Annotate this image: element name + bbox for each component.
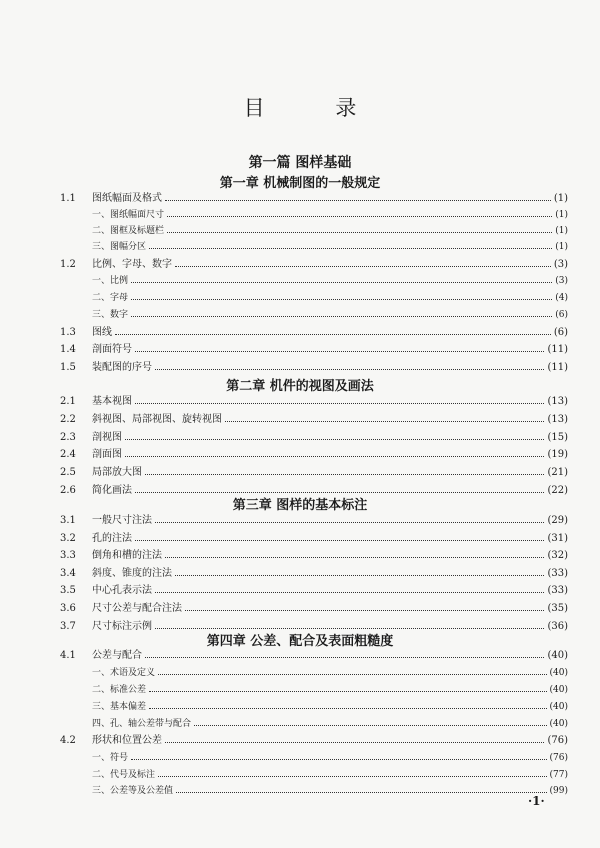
chapter-heading: 第二章 机件的视图及画法 — [226, 379, 374, 394]
chapter-heading: 第四章 公差、配合及表面粗糙度 — [206, 634, 394, 649]
entry-page: (6) — [553, 327, 568, 338]
toc-entry[interactable] — [92, 223, 568, 239]
entry-number: 1.2 — [60, 259, 76, 270]
dot-leader — [149, 708, 547, 709]
dot-leader — [165, 742, 544, 743]
entry-label: 二、图框及标题栏 — [92, 226, 165, 236]
entry-page: (22) — [547, 485, 568, 496]
entry-page: (3) — [553, 259, 568, 270]
dot-leader — [135, 540, 544, 541]
toc-entry[interactable] — [60, 601, 568, 617]
entry-label: 比例、字母、数字 — [92, 259, 172, 270]
dot-leader — [155, 369, 544, 370]
toc-entry[interactable] — [60, 342, 568, 358]
entry-number: 2.3 — [60, 432, 76, 443]
entry-page: (29) — [547, 515, 568, 526]
toc-entry[interactable] — [60, 447, 568, 463]
entry-label: 简化画法 — [92, 485, 132, 496]
dot-leader — [155, 592, 544, 593]
entry-number: 4.2 — [60, 735, 76, 746]
toc-entry[interactable] — [60, 548, 568, 564]
dot-leader — [115, 334, 551, 335]
entry-label: 斜视图、局部视图、旋转视图 — [92, 414, 222, 425]
dot-leader — [155, 628, 544, 629]
dot-leader — [165, 557, 544, 558]
dot-leader — [131, 299, 552, 300]
toc-entry[interactable] — [92, 239, 568, 255]
toc-entry[interactable] — [92, 290, 568, 306]
entry-label: 斜度、锥度的注法 — [92, 568, 172, 579]
entry-label: 三、数字 — [92, 310, 129, 320]
entry-page: (1) — [553, 193, 568, 204]
entry-label: 孔的注法 — [92, 533, 132, 544]
toc-entry[interactable] — [60, 531, 568, 547]
dot-leader — [175, 575, 544, 576]
entry-page: (31) — [547, 533, 568, 544]
toc-entry[interactable] — [60, 465, 568, 481]
entry-number: 1.3 — [60, 327, 76, 338]
toc-entry[interactable] — [92, 307, 568, 323]
entry-page: (1) — [555, 226, 568, 236]
entry-label: 局部放大图 — [92, 467, 142, 478]
dot-leader — [167, 216, 552, 217]
dot-leader — [135, 351, 544, 352]
toc-entry[interactable] — [60, 566, 568, 582]
entry-label: 基本视图 — [92, 396, 132, 407]
toc-entry[interactable] — [60, 412, 568, 428]
toc-entry[interactable] — [92, 716, 568, 732]
toc-entry[interactable] — [92, 207, 568, 223]
entry-page: (15) — [547, 432, 568, 443]
toc-entry[interactable] — [92, 682, 568, 698]
dot-leader — [145, 474, 544, 475]
entry-label: 一、图纸幅面尺寸 — [92, 210, 165, 220]
toc-entry[interactable] — [92, 273, 568, 289]
entry-number: 1.4 — [60, 344, 76, 355]
entry-number: 2.1 — [60, 396, 76, 407]
toc-entry[interactable] — [92, 699, 568, 715]
entry-label: 三、公差等及公差值 — [92, 786, 174, 796]
toc-entry[interactable] — [60, 257, 568, 273]
entry-label: 二、标准公差 — [92, 685, 147, 695]
toc-entry[interactable] — [92, 783, 568, 799]
chapter-heading: 第一章 机械制图的一般规定 — [219, 176, 381, 191]
entry-number: 3.7 — [60, 621, 76, 632]
entry-number: 3.2 — [60, 533, 76, 544]
dot-leader — [125, 439, 544, 440]
entry-label: 四、孔、轴公差带与配合 — [92, 719, 192, 729]
entry-label: 二、字母 — [92, 293, 129, 303]
toc-entry[interactable] — [92, 767, 568, 783]
entry-page: (33) — [547, 568, 568, 579]
entry-label: 公差与配合 — [92, 650, 142, 661]
entry-number: 2.5 — [60, 467, 76, 478]
entry-label: 中心孔表示法 — [92, 585, 152, 596]
entry-number: 3.4 — [60, 568, 76, 579]
entry-page: (76) — [547, 735, 568, 746]
toc-entry[interactable] — [60, 648, 568, 664]
toc-entry[interactable] — [60, 325, 568, 341]
entry-label: 二、代号及标注 — [92, 770, 156, 780]
entry-page: (40) — [547, 650, 568, 661]
toc-entry[interactable] — [60, 430, 568, 446]
entry-number: 3.3 — [60, 550, 76, 561]
entry-page: (19) — [547, 449, 568, 460]
entry-page: (3) — [555, 276, 568, 286]
entry-label: 一般尺寸注法 — [92, 515, 152, 526]
part-heading: 第一篇 图样基础 — [248, 155, 352, 171]
entry-page: (13) — [547, 414, 568, 425]
entry-label: 装配图的序号 — [92, 362, 152, 373]
entry-page: (21) — [547, 467, 568, 478]
toc-entry[interactable] — [60, 394, 568, 410]
entry-number: 2.6 — [60, 485, 76, 496]
chapter-heading: 第三章 图样的基本标注 — [232, 498, 368, 513]
entry-label: 图纸幅面及格式 — [92, 193, 162, 204]
toc-entry[interactable] — [60, 191, 568, 207]
dot-leader — [131, 282, 552, 283]
page-number: ·1· — [528, 794, 545, 808]
entry-page: (40) — [549, 685, 568, 695]
entry-page: (6) — [555, 310, 568, 320]
entry-number: 3.5 — [60, 585, 76, 596]
dot-leader — [225, 421, 544, 422]
dot-leader — [135, 403, 544, 404]
entry-label: 剖面符号 — [92, 344, 132, 355]
entry-page: (76) — [549, 753, 568, 763]
entry-page: (32) — [547, 550, 568, 561]
entry-number: 1.1 — [60, 193, 76, 204]
entry-page: (40) — [549, 668, 568, 678]
toc-entry[interactable] — [92, 665, 568, 681]
entry-label: 剖视图 — [92, 432, 122, 443]
dot-leader — [149, 248, 552, 249]
entry-number: 3.6 — [60, 603, 76, 614]
entry-page: (77) — [549, 770, 568, 780]
dot-leader — [135, 492, 544, 493]
entry-page: (40) — [549, 719, 568, 729]
dot-leader — [175, 266, 551, 267]
entry-page: (99) — [549, 786, 568, 796]
page-title: 目 录 — [243, 96, 389, 120]
dot-leader — [194, 725, 547, 726]
entry-label: 三、基本偏差 — [92, 702, 147, 712]
entry-number: 1.5 — [60, 362, 76, 373]
dot-leader — [176, 792, 547, 793]
entry-number: 4.1 — [60, 650, 76, 661]
entry-label: 三、图幅分区 — [92, 242, 147, 252]
dot-leader — [158, 674, 547, 675]
toc-entry[interactable] — [60, 513, 568, 529]
entry-label: 一、比例 — [92, 276, 129, 286]
entry-page: (35) — [547, 603, 568, 614]
toc-entry[interactable] — [92, 750, 568, 766]
entry-page: (11) — [547, 362, 568, 373]
entry-page: (4) — [555, 293, 568, 303]
dot-leader — [167, 232, 552, 233]
entry-label: 倒角和槽的注法 — [92, 550, 162, 561]
dot-leader — [131, 759, 547, 760]
entry-label: 图线 — [92, 327, 112, 338]
entry-page: (1) — [555, 242, 568, 252]
entry-number: 2.4 — [60, 449, 76, 460]
entry-label: 剖面图 — [92, 449, 122, 460]
dot-leader — [185, 610, 544, 611]
entry-label: 一、符号 — [92, 753, 129, 763]
dot-leader — [145, 657, 544, 658]
toc-entry[interactable] — [60, 583, 568, 599]
dot-leader — [131, 316, 552, 317]
dot-leader — [155, 522, 544, 523]
dot-leader — [149, 691, 547, 692]
entry-label: 形状和位置公差 — [92, 735, 162, 746]
entry-page: (13) — [547, 396, 568, 407]
entry-label: 尺寸标注示例 — [92, 621, 152, 632]
entry-number: 3.1 — [60, 515, 76, 526]
toc-entry[interactable] — [60, 360, 568, 376]
entry-page: (40) — [549, 702, 568, 712]
entry-page: (11) — [547, 344, 568, 355]
dot-leader — [125, 456, 544, 457]
entry-label: 一、术语及定义 — [92, 668, 156, 678]
toc-entry[interactable] — [60, 733, 568, 749]
dot-leader — [158, 776, 547, 777]
entry-label: 尺寸公差与配合注法 — [92, 603, 182, 614]
dot-leader — [165, 200, 551, 201]
entry-page: (33) — [547, 585, 568, 596]
entry-number: 2.2 — [60, 414, 76, 425]
entry-page: (1) — [555, 210, 568, 220]
entry-page: (36) — [547, 621, 568, 632]
